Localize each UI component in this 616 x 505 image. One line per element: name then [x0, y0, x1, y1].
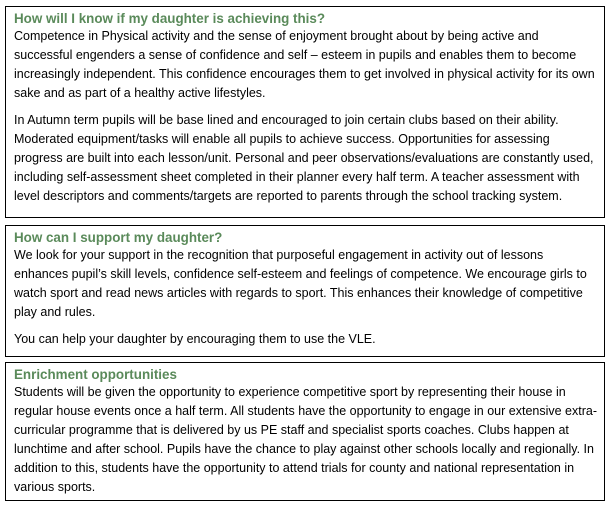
- section-paragraph: Students will be given the opportunity to experience competitive sport by representing their house in regular house events once a half term. All students have the opportunity to engage in our extensive extra-curricular programme that is delivered by us PE staff and specialist sports coaches. Clubs happen at lunchtime and after school. Pupils have the chance to play against other schools locally and regionally. In addition to this, students have the opportunity to attend trials for county and national representation in various sports.: [14, 385, 597, 494]
- section-achievement: [5, 6, 605, 218]
- section-heading-support: How can I support my daughter?: [14, 230, 223, 245]
- section-paragraph: We look for your support in the recognition that purposeful engagement in activity out of lessons enhances pupil’s skill levels, confidence self-esteem and feelings of competence. We encourage girls to watch sport and read news articles with regards to sport. This enhances their knowledge of competitive play and rules.: [14, 248, 587, 319]
- section-paragraph: You can help your daughter by encouraging them to use the VLE.: [14, 332, 376, 346]
- section-heading-achievement: How will I know if my daughter is achieving this?: [14, 11, 326, 26]
- section-paragraph: Competence in Physical activity and the sense of enjoyment brought about by being active and successful engenders a sense of confidence and self – esteem in pupils and enables them to become increasingly independent. This confidence encourages them to get involved in physical activity for its own sake and as part of a healthy active lifestyles.: [14, 29, 595, 100]
- section-enrichment: [5, 362, 605, 501]
- section-heading-enrichment: Enrichment opportunities: [14, 367, 177, 382]
- section-paragraph: In Autumn term pupils will be base lined and encouraged to join certain clubs based on their ability. Moderated equipment/tasks will enable all pupils to achieve success. Opportunities for assessing progress are built into each lesson/unit. Personal and peer observations/evaluations are constantly used, including self-assessment sheet completed in their planner every half term. A teacher assessment with level descriptors and comments/targets are reported to parents through the school tracking system.: [14, 113, 594, 203]
- section-support: [5, 225, 605, 357]
